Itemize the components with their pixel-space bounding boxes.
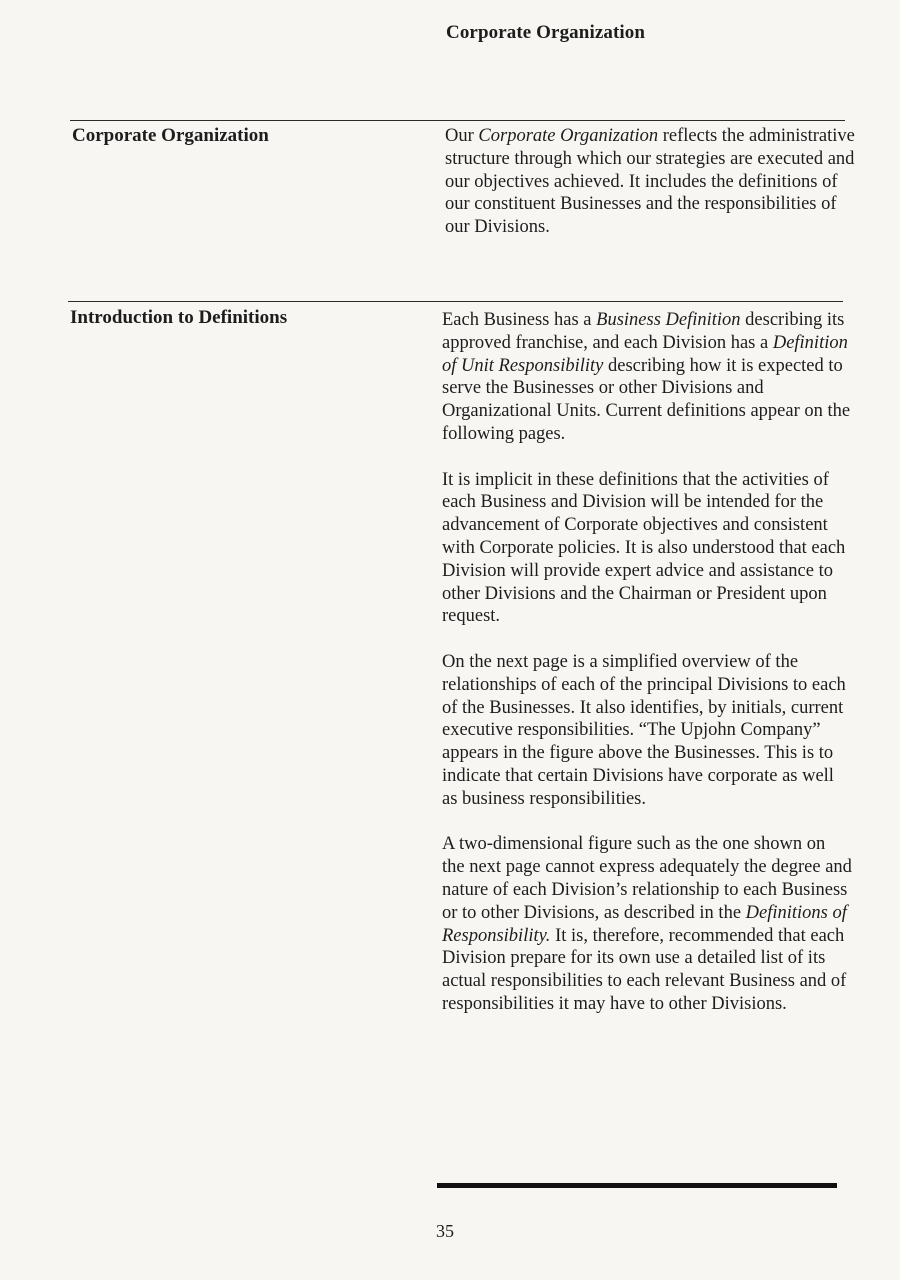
page-number: 35 bbox=[436, 1221, 454, 1241]
italic-term: Definition of Unit Responsibility bbox=[442, 332, 848, 376]
italic-term: Business Definition bbox=[596, 310, 741, 330]
text-run: Each Business has a bbox=[442, 310, 597, 330]
italic-term: Corporate Organization bbox=[478, 126, 659, 146]
section-body-introduction-to-definitions bbox=[442, 309, 852, 1016]
text-run: reflects the administrative structure through which our strategies are executed and our objectives achieved. It includes the definitions of our constituent Businesses and the responsibilities of our Divisions. bbox=[445, 126, 855, 238]
paragraph: It is implicit in these definitions that the activities of each Business and Division will be intended for the advancement of Corporate objectives and consistent with Corporate policies. It is also understood that each Division will provide expert advice and assistance to other Divisions and the Chairman or President upon request. bbox=[442, 469, 846, 627]
section-heading-introduction-to-definitions: Introduction to Definitions bbox=[70, 307, 288, 328]
paragraph: On the next page is a simplified overview of the relationships of each of the principal Divisions to each of the Businesses. It also identifies, by initials, current executive responsibilities. “The Upjohn Company” appears in the figure above the Businesses. This is to indicate that certain Divisions have corporate as well as business responsibilities. bbox=[442, 651, 846, 809]
text-run: It is, therefore, recommended that each Division prepare for its own use a detailed list of its actual responsibilities to each relevant Business and of responsibilities it may have to other Divisions. bbox=[442, 925, 847, 1014]
section-divider bbox=[70, 120, 845, 121]
italic-term: Definitions of Responsibility. bbox=[442, 902, 847, 946]
text-run: describing its approved franchise, and each Division has a bbox=[442, 310, 845, 353]
paragraph bbox=[442, 309, 852, 446]
text-run: Our bbox=[445, 126, 479, 146]
running-head: Corporate Organization bbox=[446, 22, 646, 43]
text-run: A two-dimensional figure such as the one shown on the next page cannot express adequately the degree and nature of each Division’s relationship to each Business or to other Divisions, as described in the bbox=[442, 834, 852, 923]
section-body-corporate-organization bbox=[445, 125, 855, 239]
paragraph bbox=[445, 125, 855, 239]
section-heading-corporate-organization: Corporate Organization bbox=[72, 125, 269, 146]
footer-rule bbox=[437, 1183, 837, 1188]
paragraph bbox=[442, 833, 852, 1015]
text-run: describing how it is expected to serve the Businesses or other Divisions and Organizational Units. Current definitions appear on the following pages. bbox=[442, 355, 851, 444]
section-divider bbox=[68, 301, 843, 302]
